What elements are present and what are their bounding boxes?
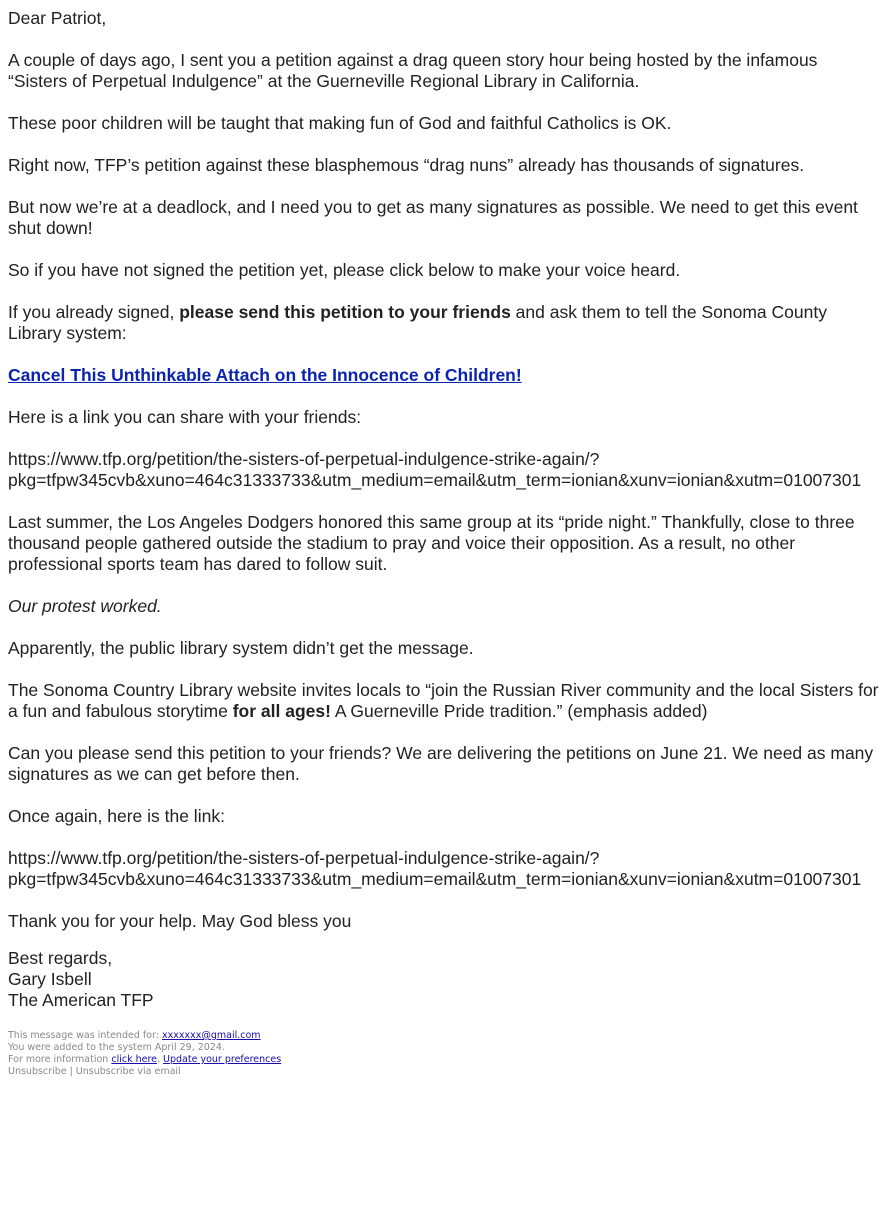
paragraph-11-pre: The Sonoma Country Library website invites locals to “join the Russian River community and the local Sisters for a fun and fabulous storytime [8,680,879,721]
signature-org: The American TFP [8,990,154,1010]
share-url-1-line-2: pkg=tfpw345cvb&xuno=464c31333733&utm_medium=email&utm_term=ionian&xunv=ionian&xutm=01007301 [8,470,862,490]
paragraph-3: Right now, TFP’s petition against these blasphemous “drag nuns” already has thousands of signatures. [8,155,805,175]
footer-unsubscribe[interactable]: Unsubscribe | Unsubscribe via email [8,1066,181,1077]
paragraph-14: Thank you for your help. May God bless you [8,911,352,931]
paragraph-6-pre: If you already signed, [8,302,180,322]
signature-closing: Best regards, [8,948,113,968]
paragraph-11-post: A Guerneville Pride tradition.” (emphasis added) [330,701,708,721]
paragraph-8: Last summer, the Los Angeles Dodgers honored this same group at its “pride night.” Thankfully, close to three thousand people gathered outside the stadium to pray and voice their opposition. As a result, no other professional sports team has dared to follow suit. [8,512,855,574]
paragraph-6 [8,302,880,344]
paragraph-2: These poor children will be taught that making fun of God and faithful Catholics is OK. [8,113,672,133]
share-url-1[interactable] [8,449,886,491]
paragraph-10: Apparently, the public library system didn’t get the message. [8,638,474,658]
signature-name: Gary Isbell [8,969,92,989]
footer-added: You were added to the system April 29, 2024. [8,1042,225,1053]
email-footer [8,1030,886,1078]
paragraph-4: But now we’re at a deadlock, and I need you to get as many signatures as possible. We need to get this event shut down! [8,197,858,238]
signature [8,948,886,1011]
recipient-email-link[interactable]: xxxxxxx@gmail.com [162,1030,261,1041]
paragraph-11 [8,680,880,722]
share-url-2[interactable] [8,848,886,890]
paragraph-11-bold: for all ages! [232,701,331,721]
paragraph-6-post: and ask them to tell the Sonoma County Library system: [8,302,827,343]
footer-intended-label: This message was intended for: [8,1030,162,1041]
footer-more-info-label: For more information [8,1054,112,1065]
paragraph-7: Here is a link you can share with your friends: [8,407,362,427]
paragraph-6-bold: please send this petition to your friends [179,302,511,322]
update-preferences-link[interactable]: Update your preferences [163,1054,282,1065]
paragraph-1: A couple of days ago, I sent you a petition against a drag queen story hour being hosted by the infamous “Sisters of Perpetual Indulgence” at the Guerneville Regional Library in California. [8,50,818,91]
share-url-2-line-1: https://www.tfp.org/petition/the-sisters-of-perpetual-indulgence-strike-again/? [8,848,600,868]
footer-intended [8,1030,886,1042]
paragraph-9 [8,596,886,617]
share-url-2-line-2: pkg=tfpw345cvb&xuno=464c31333733&utm_medium=email&utm_term=ionian&xunv=ionian&xutm=01007301 [8,869,862,889]
paragraph-9-italic: Our protest worked. [8,596,162,616]
click-here-link[interactable]: click here [111,1054,157,1065]
paragraph-5: So if you have not signed the petition yet, please click below to make your voice heard. [8,260,681,280]
footer-more-info [8,1054,886,1066]
footer-separator: . [157,1054,164,1065]
greeting: Dear Patriot, [8,8,107,28]
petition-link[interactable]: Cancel This Unthinkable Attach on the Innocence of Children! [8,365,522,385]
paragraph-13: Once again, here is the link: [8,806,225,826]
share-url-1-line-1: https://www.tfp.org/petition/the-sisters-of-perpetual-indulgence-strike-again/? [8,449,600,469]
paragraph-12: Can you please send this petition to your friends? We are delivering the petitions on June 21. We need as many signatures as we can get before then. [8,743,874,784]
cta-paragraph [8,365,886,386]
